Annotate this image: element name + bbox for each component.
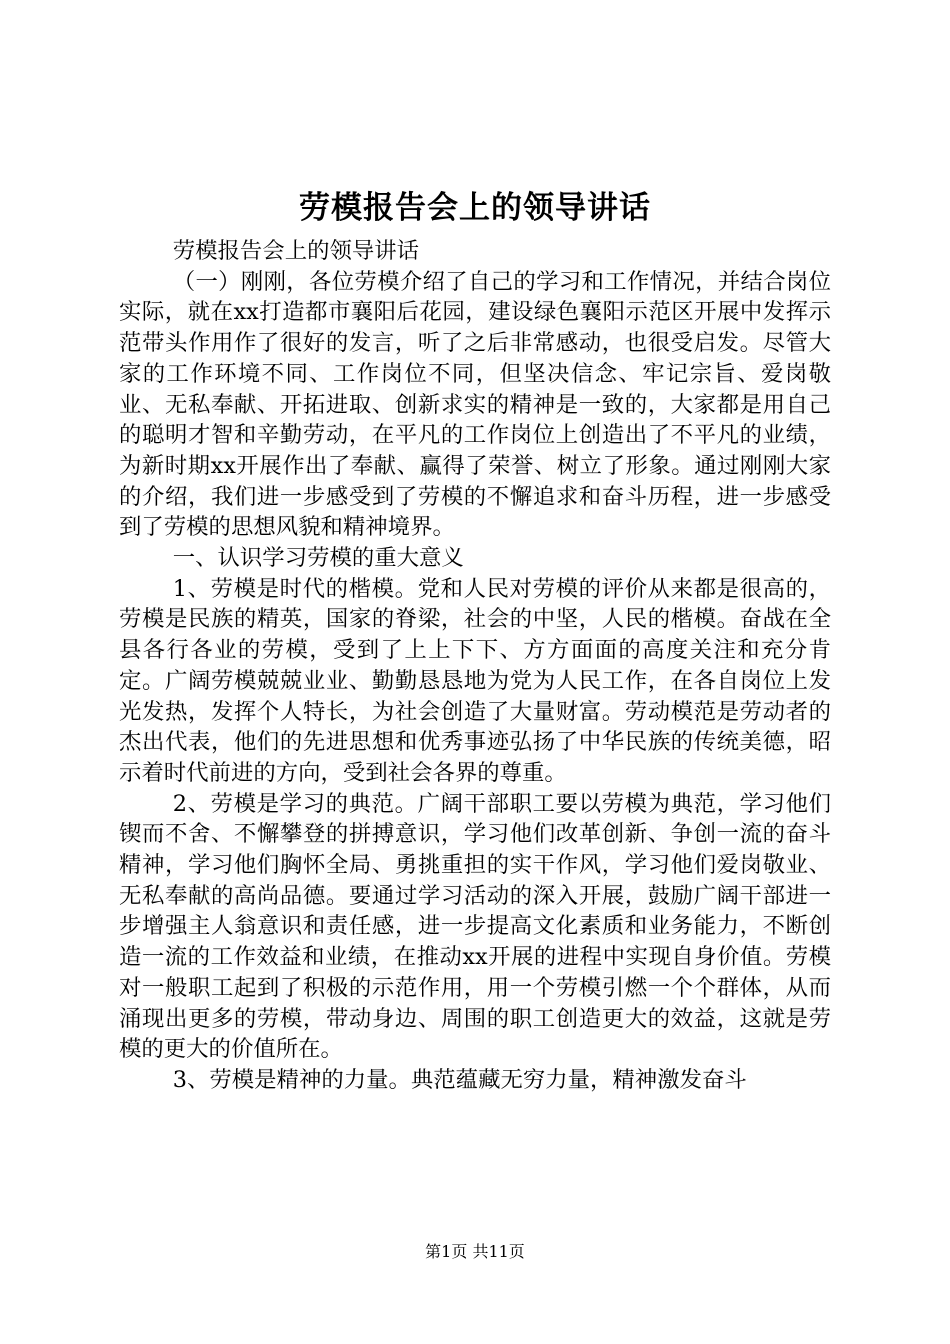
- section-heading: 一、认识学习劳模的重大意义: [172, 545, 464, 572]
- paragraph-point-2: 2、劳模是学习的典范。广阔干部职工要以劳模为典范，学习他们锲而不舍、不懈攀登的拼搏意识，学习他们改革创新、争创一流的奋斗精神，学习他们胸怀全局、勇挑重担的实干作风，学习他们爱岗敬业、无私奉献的高尚品德。要通过学习活动的深入开展，鼓励广阔干部进一步增强主人翁意识和责任感，进一步提高文化素质和业务能力，不断创造一流的工作效益和业绩，在推动xx开展的进程中实现自身价值。劳模对一般职工起到了积极的示范作用，用一个劳模引燃一个个群体，从而涌现出更多的劳模，带动身边、周围的职工创造更大的效益，这就是劳模的更大的价值所在。: [119, 790, 831, 1063]
- document-title: 劳模报告会上的领导讲话: [299, 190, 651, 226]
- paragraph-subtitle: 劳模报告会上的领导讲话: [172, 238, 420, 264]
- paragraph-point-3: 3、劳模是精神的力量。典范蕴藏无穷力量，精神激发奋斗: [172, 1066, 747, 1093]
- paragraph-intro: （一）刚刚，各位劳模介绍了自己的学习和工作情况，并结合岗位实际，就在xx打造都市襄阳后花园，建设绿色襄阳示范区开展中发挥示范带头作用作了很好的发言，听了之后非常感动，也很受启发。尽管大家的工作环境不同、工作岗位不同，但坚决信念、牢记宗旨、爱岗敬业、无私奉献、开拓进取、创新求实的精神是一致的，大家都是用自己的聪明才智和辛勤劳动，在平凡的工作岗位上创造出了不平凡的业绩，为新时期xx开展作出了奉献、赢得了荣誉、树立了形象。通过刚刚大家的介绍，我们进一步感受到了劳模的不懈追求和奋斗历程，进一步感受到了劳模的思想风貌和精神境界。: [119, 268, 831, 541]
- page-footer: 第1页 共11页: [425, 1242, 525, 1261]
- document-body: [119, 236, 831, 1096]
- paragraph-point-1: 1、劳模是时代的楷模。党和人民对劳模的评价从来都是很高的，劳模是民族的精英，国家的脊梁，社会的中坚，人民的楷模。奋战在全县各行各业的劳模，受到了上上下下、方方面面的高度关注和充分肯定。广阔劳模兢兢业业、勤勤恳恳地为党为人民工作，在各自岗位上发光发热，发挥个人特长，为社会创造了大量财富。劳动模范是劳动者的杰出代表，他们的先进思想和优秀事迹弘扬了中华民族的传统美德，昭示着时代前进的方向，受到社会各界的尊重。: [119, 575, 831, 786]
